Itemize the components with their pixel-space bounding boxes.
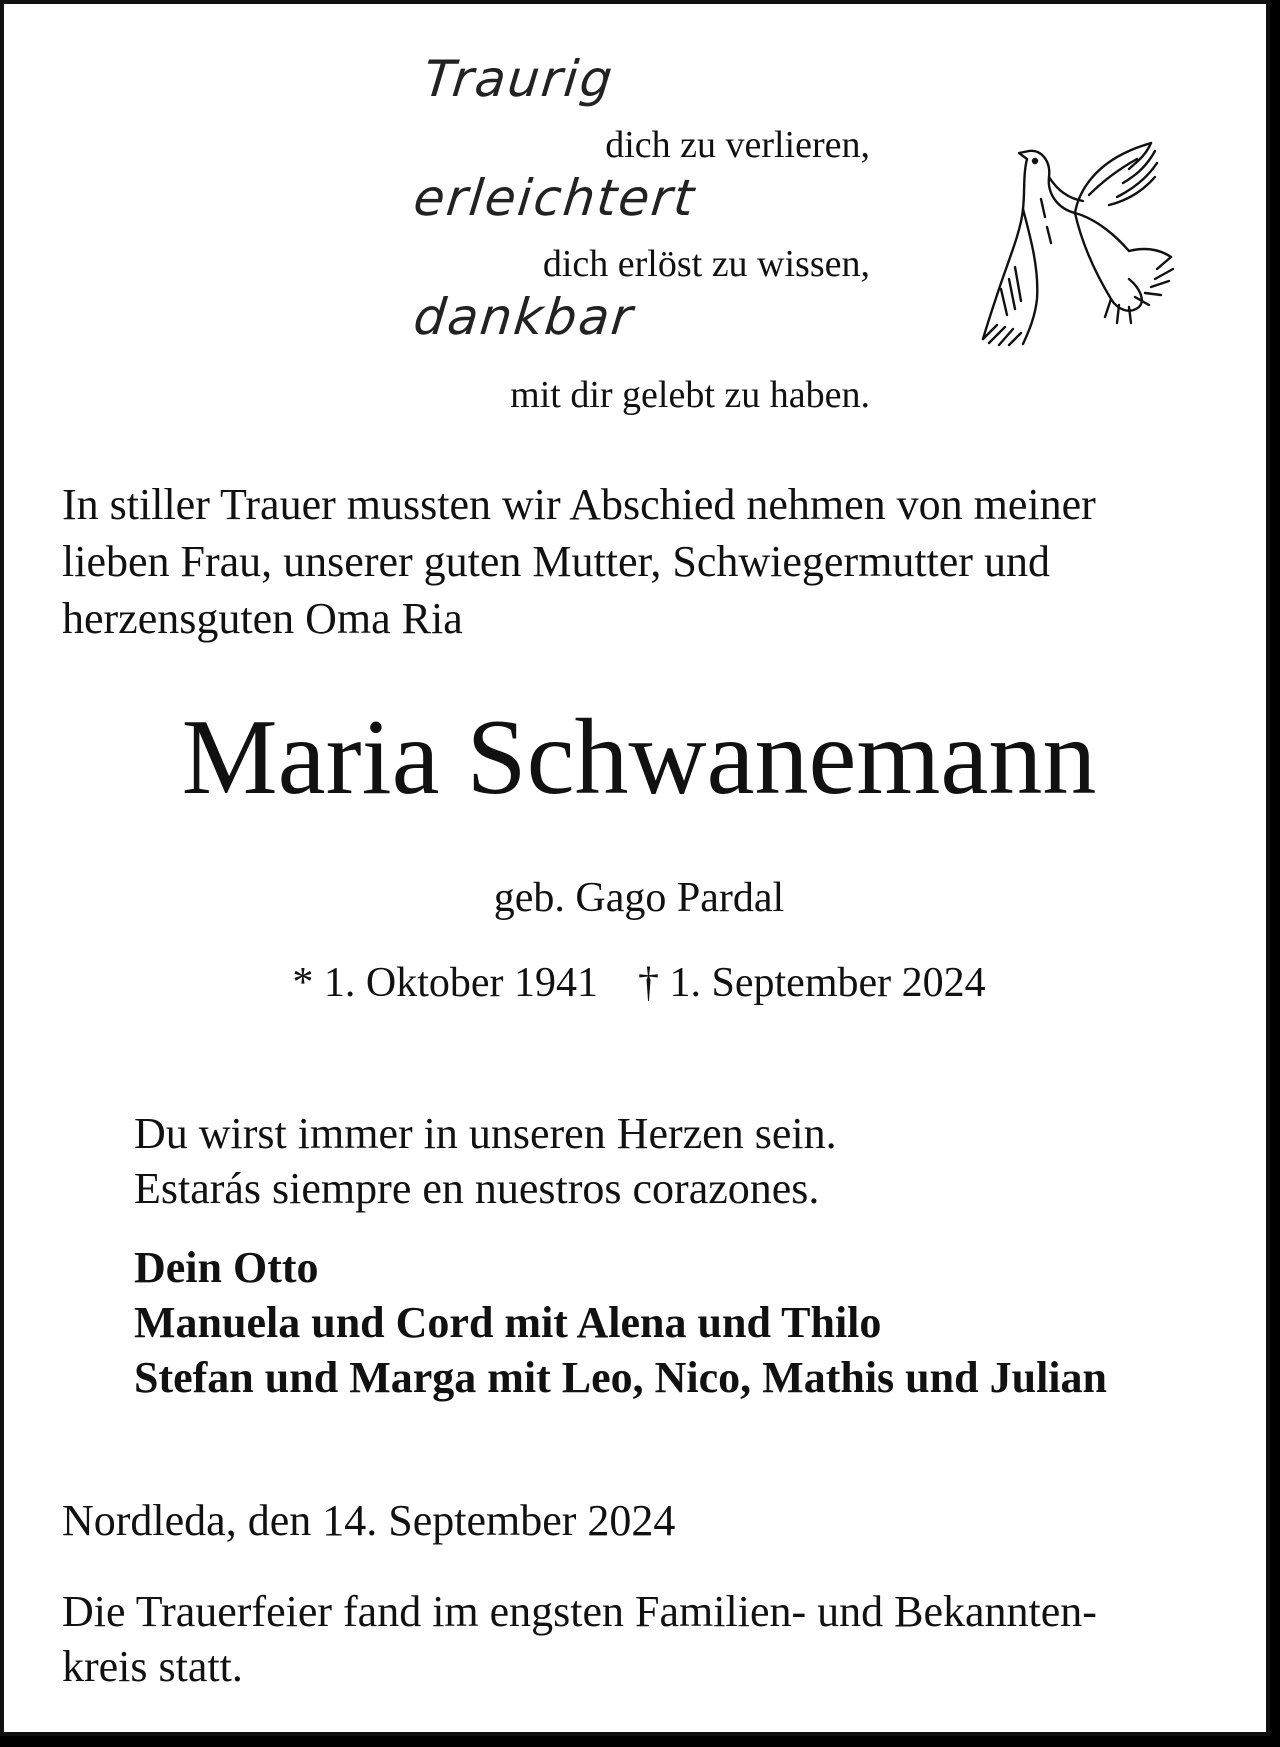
intro-line: herzensguten Oma Ria	[62, 594, 463, 643]
poem-word-dankbar: dankbar	[410, 288, 638, 346]
poem-line-1: dich zu verlieren,	[605, 124, 870, 166]
signers-list	[134, 1240, 1254, 1405]
place-and-date: Nordleda, den 14. September 2024	[62, 1496, 676, 1545]
intro-text	[62, 476, 1242, 647]
deceased-name: Maria Schwanemann	[181, 698, 1097, 817]
birth-name: geb. Gago Pardal	[493, 875, 785, 921]
quote-line-spanish: Estarás siempre en nuestros corazones.	[134, 1164, 820, 1213]
intro-line: In stiller Trauer mussten wir Abschied nehmen von meiner	[62, 480, 1096, 529]
poem-word-traurig: Traurig	[420, 50, 617, 108]
dove-icon	[979, 139, 1179, 364]
signer-line: Manuela und Cord mit Alena und Thilo	[134, 1298, 882, 1347]
signer-line: Stefan und Marga mit Leo, Nico, Mathis und Julian	[134, 1353, 1107, 1402]
farewell-quote	[134, 1106, 1234, 1216]
signer-line: Dein Otto	[134, 1243, 319, 1292]
poem	[4, 4, 904, 434]
notice-line: Die Trauerfeier fand im engsten Familien- und Bekannten-	[62, 1587, 1097, 1636]
quote-line-german: Du wirst immer in unseren Herzen sein.	[134, 1109, 837, 1158]
poem-word-erleichtert: erleichtert	[410, 169, 699, 227]
poem-line-2: dich erlöst zu wissen,	[542, 243, 870, 285]
poem-line-3: mit dir gelebt zu haben.	[510, 374, 870, 416]
death-date: † 1. September 2024	[638, 960, 986, 1006]
life-dates	[4, 962, 1274, 1004]
intro-line: lieben Frau, unserer guten Mutter, Schwiegermutter und	[62, 537, 1050, 586]
notice-line: kreis statt.	[62, 1642, 243, 1691]
funeral-notice	[62, 1584, 1242, 1694]
birth-date: * 1. Oktober 1941	[292, 960, 599, 1006]
